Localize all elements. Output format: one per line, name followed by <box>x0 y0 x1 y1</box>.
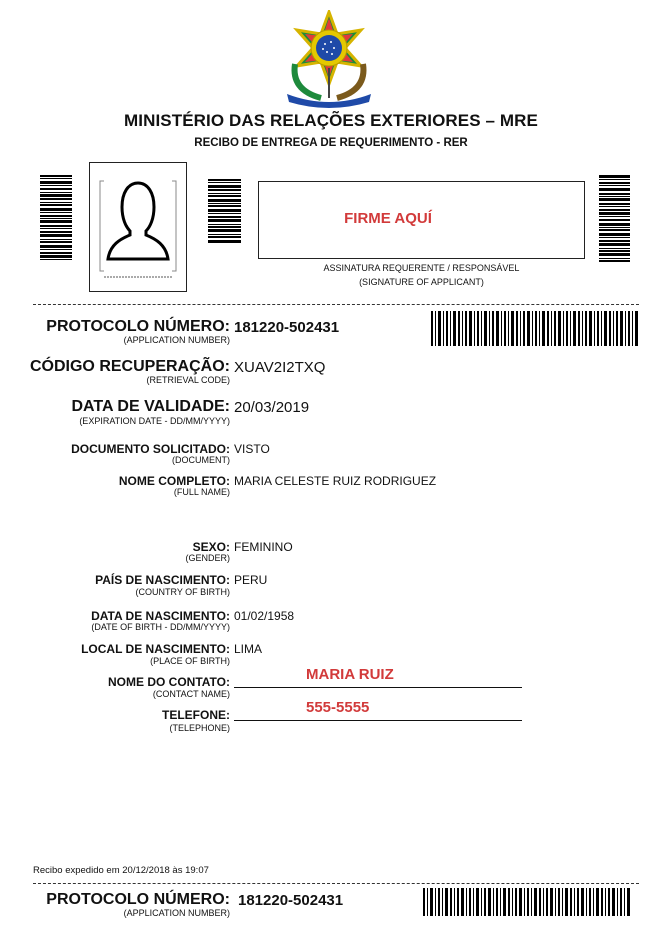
issued-timestamp: Recibo expedido em 20/12/2018 às 19:07 <box>33 865 209 876</box>
person-silhouette-icon <box>90 163 186 291</box>
country-birth-sublabel: (COUNTRY OF BIRTH) <box>135 587 230 597</box>
retrieval-value: XUAV2I2TXQ <box>234 359 326 376</box>
signature-caption: ASSINATURA REQUERENTE / RESPONSÁVEL <box>323 263 520 273</box>
date-birth-value: 01/02/1958 <box>234 609 295 623</box>
telephone-value: 555-5555 <box>306 699 370 716</box>
barcode-protocol <box>431 311 638 346</box>
signature-handwriting: FIRME AQUÍ <box>344 210 432 227</box>
document-sublabel: (DOCUMENT) <box>172 455 230 465</box>
expiration-label: DATA DE VALIDADE: <box>71 398 230 415</box>
barcode-left <box>40 175 72 278</box>
document-label: DOCUMENTO SOLICITADO: <box>71 442 230 456</box>
retrieval-label: CÓDIGO RECUPERAÇÃO: <box>29 358 230 375</box>
barcode-right <box>599 175 630 278</box>
expiration-value: 20/03/2019 <box>234 399 310 416</box>
ministry-title: MINISTÉRIO DAS RELAÇÕES EXTERIORES – MRE <box>124 111 538 130</box>
contact-name-label: NOME DO CONTATO: <box>108 675 230 689</box>
protocol-value: 181220-502431 <box>234 319 340 336</box>
place-birth-sublabel: (PLACE OF BIRTH) <box>150 656 230 666</box>
protocol-label: PROTOCOLO NÚMERO: <box>46 318 230 335</box>
gender-sublabel: (GENDER) <box>185 553 230 563</box>
date-birth-sublabel: (DATE OF BIRTH - DD/MM/YYYY) <box>91 622 230 632</box>
country-birth-value: PERU <box>234 573 268 587</box>
signature-caption-en: (SIGNATURE OF APPLICANT) <box>359 277 484 287</box>
retrieval-sublabel: (RETRIEVAL CODE) <box>146 375 230 385</box>
footer-protocol-value: 181220-502431 <box>238 892 344 909</box>
place-birth-value: LIMA <box>234 642 263 656</box>
contact-name-line[interactable] <box>234 687 522 688</box>
full-name-label: NOME COMPLETO: <box>118 474 230 488</box>
full-name-sublabel: (FULL NAME) <box>173 487 230 497</box>
barcode-footer <box>423 888 630 916</box>
footer-protocol-sublabel: (APPLICATION NUMBER) <box>123 908 230 918</box>
contact-name-value: MARIA RUIZ <box>306 666 394 683</box>
brazil-coat-of-arms-icon <box>281 10 377 108</box>
telephone-line[interactable] <box>234 720 522 721</box>
contact-name-sublabel: (CONTACT NAME) <box>152 689 230 699</box>
separator-top <box>33 304 639 305</box>
separator-bottom <box>33 883 639 884</box>
date-birth-label: DATA DE NASCIMENTO: <box>91 609 230 623</box>
country-birth-label: PAÍS DE NASCIMENTO: <box>95 573 230 587</box>
footer-protocol-label: PROTOCOLO NÚMERO: <box>46 891 230 908</box>
document-value: VISTO <box>234 442 270 456</box>
receipt-subtitle: RECIBO DE ENTREGA DE REQUERIMENTO - RER <box>194 137 468 149</box>
telephone-sublabel: (TELEPHONE) <box>169 723 230 733</box>
expiration-sublabel: (EXPIRATION DATE - DD/MM/YYYY) <box>79 416 230 426</box>
gender-value: FEMININO <box>234 540 293 554</box>
protocol-sublabel: (APPLICATION NUMBER) <box>123 335 230 345</box>
full-name-value: MARIA CELESTE RUIZ RODRIGUEZ <box>234 474 437 488</box>
barcode-middle <box>208 179 241 257</box>
photo-placeholder <box>89 162 187 292</box>
telephone-label: TELEFONE: <box>162 708 230 722</box>
gender-label: SEXO: <box>192 540 230 554</box>
place-birth-label: LOCAL DE NASCIMENTO: <box>81 642 230 656</box>
